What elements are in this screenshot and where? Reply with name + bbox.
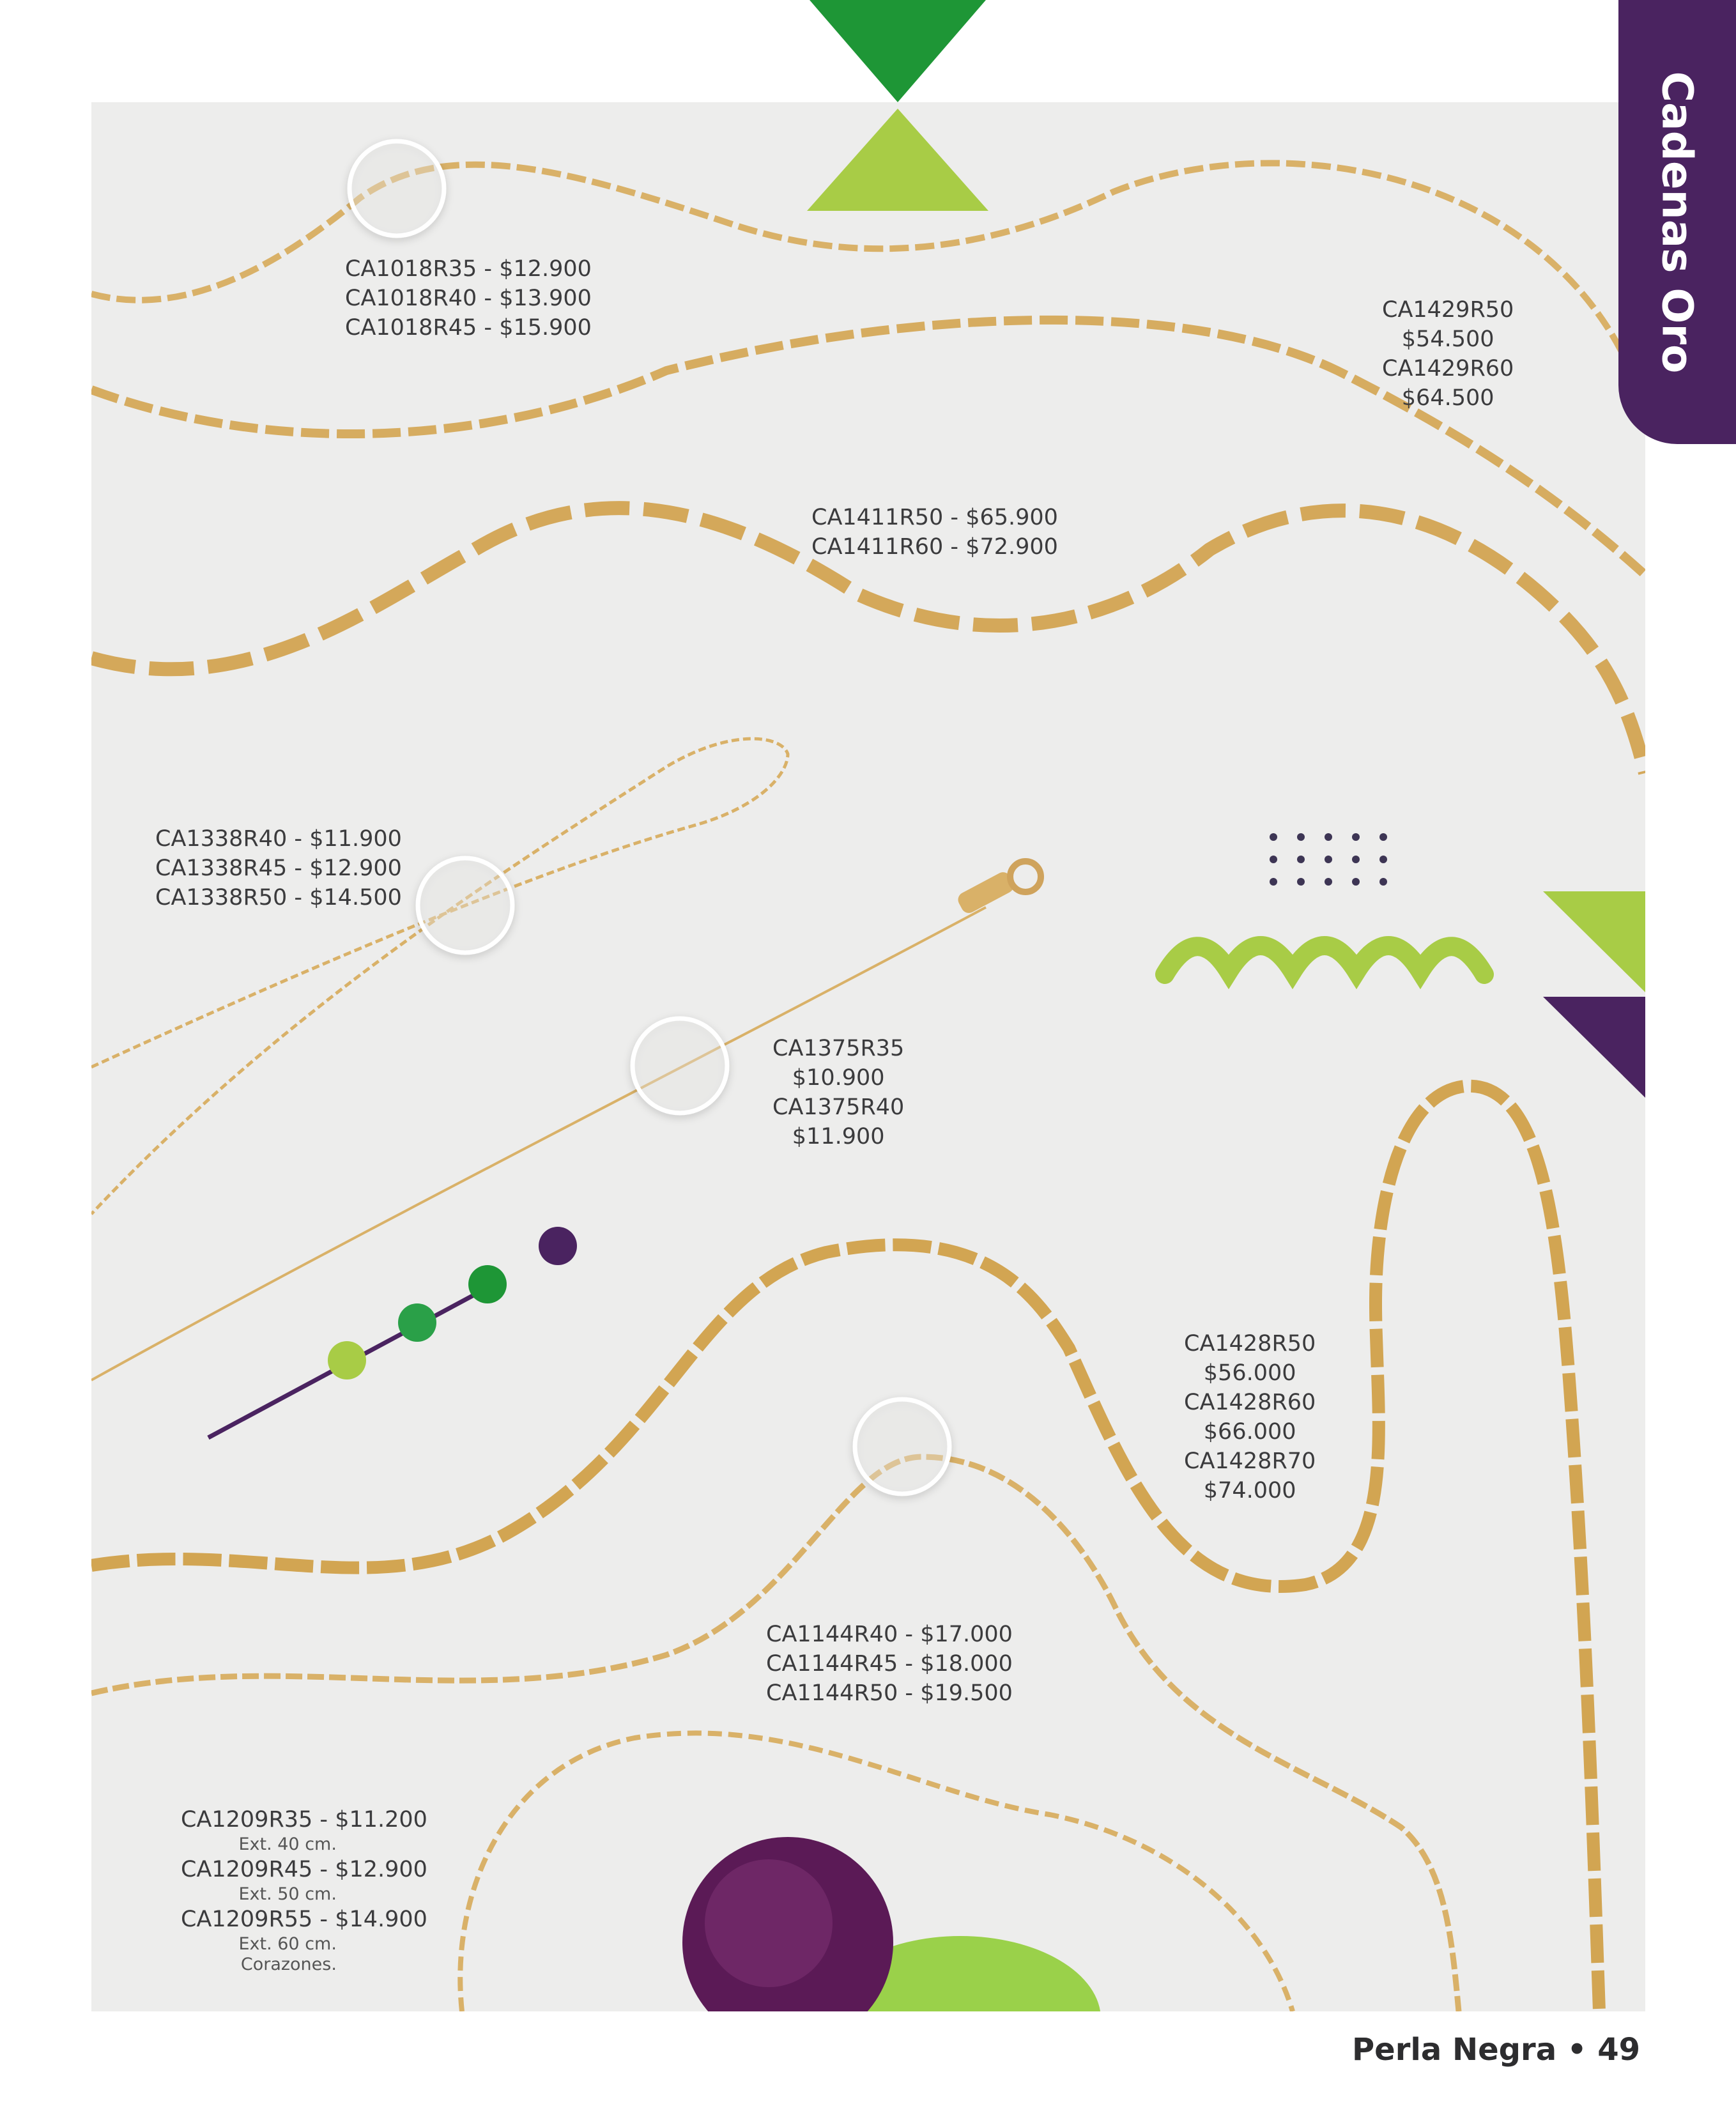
product-label-ca1375 bbox=[772, 1034, 904, 1151]
product-label-ca1429 bbox=[1382, 295, 1514, 413]
magnifier-circle-2 bbox=[418, 858, 512, 953]
product-code: CA1428R60 bbox=[1184, 1390, 1316, 1415]
triangle-decoration-top bbox=[802, 0, 994, 214]
product-price: $74.000 bbox=[1203, 1478, 1296, 1503]
product-label-ca1428 bbox=[1184, 1329, 1316, 1505]
price-line: CA1144R40 - $17.000 bbox=[766, 1622, 1013, 1647]
clasp bbox=[955, 861, 1041, 916]
purple-dot bbox=[539, 1227, 577, 1265]
price-line: CA1338R45 - $12.900 bbox=[155, 856, 402, 881]
product-label-ca1018 bbox=[345, 254, 592, 342]
extension-note: Ext. 40 cm. bbox=[238, 1834, 337, 1854]
price-line: CA1411R50 - $65.900 bbox=[811, 505, 1058, 530]
product-label-ca1338 bbox=[155, 824, 402, 912]
price-line: CA1018R45 - $15.900 bbox=[345, 315, 592, 341]
product-price: $66.000 bbox=[1203, 1419, 1296, 1445]
price-line: CA1411R60 - $72.900 bbox=[811, 534, 1058, 560]
product-price: $54.500 bbox=[1401, 327, 1494, 352]
product-code: CA1428R50 bbox=[1184, 1331, 1316, 1356]
price-line: CA1209R35 - $11.200 bbox=[181, 1807, 427, 1833]
magnifier-circle-3 bbox=[633, 1018, 727, 1113]
triangle-decoration-right bbox=[1543, 891, 1647, 1102]
product-photo bbox=[91, 102, 1645, 2011]
product-code: CA1429R60 bbox=[1382, 356, 1514, 381]
extension-note: Ext. 60 cm. bbox=[238, 1934, 337, 1954]
product-code: CA1375R35 bbox=[772, 1036, 905, 1061]
product-code: CA1429R50 bbox=[1382, 297, 1514, 323]
product-price: $10.900 bbox=[792, 1065, 885, 1091]
purple-pompom-highlight bbox=[705, 1859, 833, 1987]
product-label-ca1209 bbox=[181, 1805, 427, 1975]
product-price: $56.000 bbox=[1203, 1360, 1296, 1386]
product-code: CA1428R70 bbox=[1184, 1448, 1316, 1474]
dot-grid-decoration bbox=[1270, 833, 1387, 886]
price-line: CA1144R50 - $19.500 bbox=[766, 1680, 1013, 1706]
product-price: $64.500 bbox=[1401, 385, 1494, 411]
magnifier-circle-1 bbox=[350, 141, 444, 236]
lime-dot bbox=[328, 1341, 366, 1379]
price-line: CA1338R50 - $14.500 bbox=[155, 885, 402, 911]
green-dot bbox=[398, 1303, 436, 1342]
price-line: CA1209R45 - $12.900 bbox=[181, 1857, 427, 1882]
product-code: CA1375R40 bbox=[772, 1095, 905, 1120]
price-line: CA1338R40 - $11.900 bbox=[155, 826, 402, 852]
product-label-ca1144 bbox=[766, 1620, 1013, 1708]
price-line: CA1018R40 - $13.900 bbox=[345, 286, 592, 311]
price-line: CA1018R35 - $12.900 bbox=[345, 256, 592, 282]
page-footer: Perla Negra • 49 bbox=[1351, 2032, 1640, 2068]
price-line: CA1144R45 - $18.000 bbox=[766, 1651, 1013, 1677]
wave-decoration bbox=[1165, 946, 1484, 974]
chain-ca1338 bbox=[91, 739, 788, 1214]
product-label-ca1411 bbox=[811, 503, 1058, 562]
section-tab-label: Cadenas Oro bbox=[1652, 71, 1702, 374]
product-price: $11.900 bbox=[792, 1124, 885, 1149]
extension-note: Ext. 50 cm. bbox=[238, 1884, 337, 1904]
price-line: CA1209R55 - $14.900 bbox=[181, 1907, 427, 1932]
section-tab bbox=[1618, 0, 1736, 444]
style-note: Corazones. bbox=[240, 1955, 337, 1974]
magnifier-circle-4 bbox=[855, 1399, 949, 1494]
dark-green-dot bbox=[468, 1265, 507, 1303]
